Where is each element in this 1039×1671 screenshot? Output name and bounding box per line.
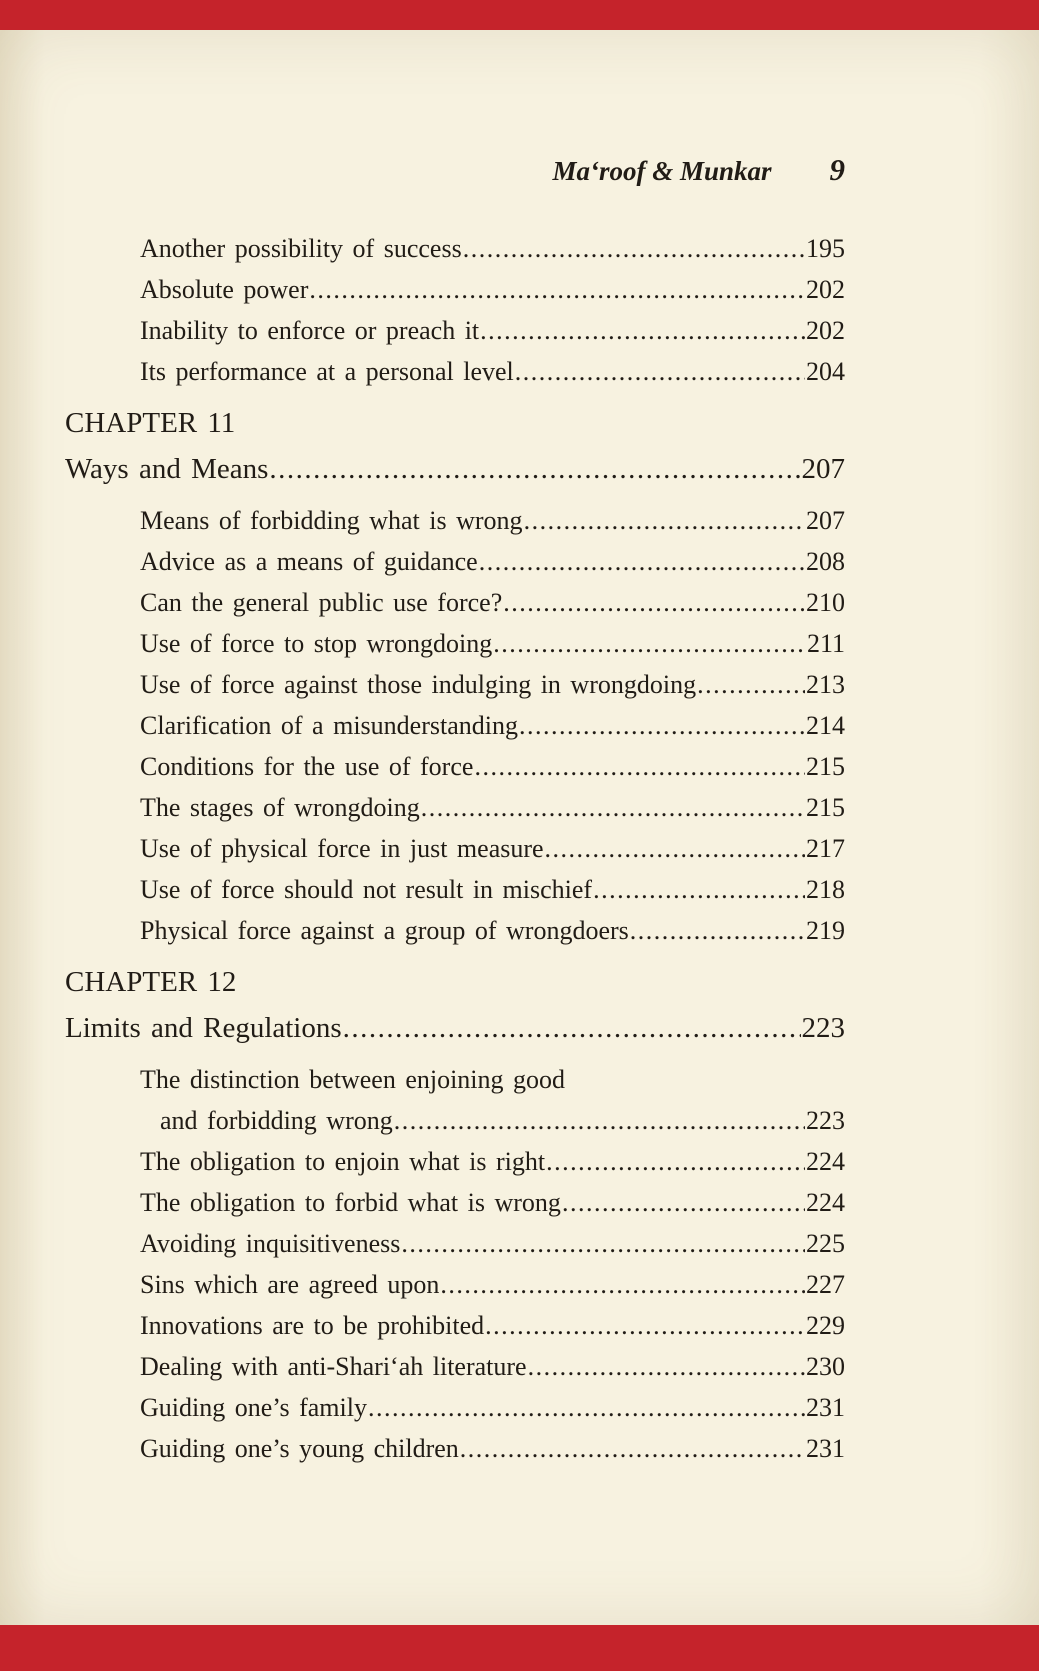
chapter-title-label: Ways and Means [65,453,269,485]
dot-leader [630,910,805,951]
toc-entry [65,869,845,910]
dot-leader [401,1223,805,1264]
dot-leader [394,1100,805,1141]
toc-entry [65,746,845,787]
toc-entry [65,228,845,269]
chapter-title-page: 223 [801,1012,845,1044]
toc-entry [65,310,845,351]
toc-entry-first-line [65,1059,845,1100]
dot-leader [440,1264,805,1305]
toc-entry-label: Use of physical force in just measure [140,834,544,863]
toc-entry-label: Guiding one’s family [140,1393,367,1422]
toc-entry-label: Dealing with anti-Shari‘ah literature [140,1352,527,1381]
bottom-red-band [0,1625,1039,1671]
toc-entry-page: 195 [806,234,845,263]
toc-entry-page: 224 [806,1147,845,1176]
top-red-band [0,0,1039,30]
table-of-contents [65,228,845,1469]
dot-leader [421,787,805,828]
dot-leader [485,1305,805,1346]
dot-leader [503,582,805,623]
dot-leader [479,541,805,582]
toc-entry-page: 211 [806,629,845,658]
toc-entry-label: Innovations are to be prohibited [140,1311,485,1340]
toc-entry [65,1346,845,1387]
toc-entry-label: Means of forbidding what is wrong [140,506,523,535]
toc-entry-label: Avoiding inquisitiveness [140,1229,401,1258]
toc-entry-label: The obligation to forbid what is wrong [140,1188,561,1217]
toc-entry [65,910,845,951]
toc-entry-label: Inability to enforce or preach it [140,316,480,345]
book-title: Ma‘roof & Munkar [552,156,772,186]
dot-leader [524,500,805,541]
toc-entry [65,500,845,541]
toc-entry-page: 215 [806,752,845,781]
toc-entry-page: 208 [806,547,845,576]
toc-entry-page: 223 [806,1106,845,1135]
toc-entry-label: Sins which are agreed upon [140,1270,440,1299]
dot-leader [493,623,806,664]
toc-entry-page: 225 [806,1229,845,1258]
toc-entry-label: The distinction between enjoining good [140,1065,566,1094]
toc-entry [65,582,845,623]
toc-entry-page: 207 [806,506,845,535]
chapter-title [65,1005,845,1051]
toc-entry-label: Guiding one’s young children [140,1434,459,1463]
toc-entry-page: 217 [806,834,845,863]
toc-entry [65,269,845,310]
toc-entry [65,1141,845,1182]
toc-entry-page: 202 [806,316,845,345]
toc-entry [65,1428,845,1469]
toc-entry-page: 213 [806,670,845,699]
dot-leader [545,828,805,869]
dot-leader [519,705,805,746]
chapter-title-label: Limits and Regulations [65,1012,342,1044]
dot-leader [697,664,805,705]
toc-entry-page: 214 [806,711,845,740]
toc-entry-page: 229 [806,1311,845,1340]
dot-leader [593,869,805,910]
running-header [65,152,845,188]
chapter-heading [65,400,845,446]
dot-leader [269,446,800,492]
chapter-title [65,446,845,492]
toc-entry [65,705,845,746]
dot-leader [463,228,805,269]
toc-entry-page: 224 [806,1188,845,1217]
toc-entry-page: 204 [806,357,845,386]
toc-entry-label: Clarification of a misunderstanding [140,711,518,740]
toc-entry [65,1182,845,1223]
toc-entry [65,1223,845,1264]
dot-leader [309,269,805,310]
chapter-heading [65,959,845,1005]
toc-entry-label: Conditions for the use of force [140,752,474,781]
toc-entry [65,541,845,582]
chapter-heading-label: CHAPTER 12 [65,966,237,998]
page-number: 9 [829,152,845,187]
toc-entry [65,664,845,705]
toc-entry-label: Use of force to stop wrongdoing [140,629,493,658]
book-page [0,30,1039,1625]
dot-leader [460,1428,805,1469]
dot-leader [343,1005,801,1051]
chapter-heading-label: CHAPTER 11 [65,407,236,439]
toc-entry-page: 219 [806,916,845,945]
dot-leader [368,1387,805,1428]
toc-entry-continuation [65,1100,845,1141]
dot-leader [528,1346,805,1387]
toc-entry [65,623,845,664]
toc-entry [65,828,845,869]
chapter-title-page: 207 [801,453,845,485]
toc-entry-label: Use of force against those indulging in wrongdoing [140,670,697,699]
dot-leader [480,310,805,351]
toc-entry [65,1387,845,1428]
toc-entry-label: Physical force against a group of wrongdoers [140,916,629,945]
toc-entry-label: Another possibility of success [140,234,462,263]
dot-leader [515,351,805,392]
toc-entry-label: The obligation to enjoin what is right [140,1147,546,1176]
toc-entry-page: 227 [806,1270,845,1299]
toc-entry-label: Advice as a means of guidance [140,547,478,576]
toc-entry-label: The stages of wrongdoing [140,793,420,822]
dot-leader [546,1141,805,1182]
toc-entry [65,1305,845,1346]
toc-entry-page: 231 [806,1393,845,1422]
toc-entry-label: and forbidding wrong [160,1106,393,1135]
toc-entry-page: 230 [806,1352,845,1381]
toc-entry-page: 218 [806,875,845,904]
toc-entry [65,787,845,828]
toc-entry [65,1264,845,1305]
toc-entry-label: Use of force should not result in mischief [140,875,593,904]
toc-entry [65,351,845,392]
toc-entry-label: Absolute power [140,275,309,304]
dot-leader [562,1182,805,1223]
toc-entry-label: Its performance at a personal level [140,357,514,386]
toc-entry-page: 210 [806,588,845,617]
toc-entry-label: Can the general public use force? [140,588,503,617]
toc-entry-page: 215 [806,793,845,822]
toc-entry-page: 202 [806,275,845,304]
toc-entry-page: 231 [806,1434,845,1463]
dot-leader [474,746,805,787]
